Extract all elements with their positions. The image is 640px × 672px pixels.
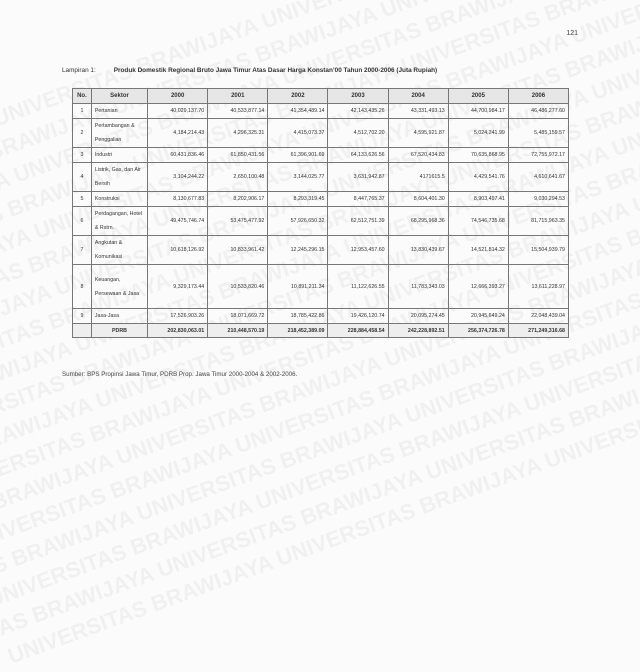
value-cell: 5,485,159.57 <box>508 119 568 148</box>
value-cell: 20,945,649.24 <box>448 309 508 324</box>
value-cell: 4171615.5 <box>388 163 448 192</box>
row-number: 1 <box>73 104 92 119</box>
value-cell: 42,143,435.26 <box>328 104 388 119</box>
source-note: Sumber: BPS Propinsi Jawa Timur, PDRB Prop. Jawa Timur 2000-2004 & 2002-2006. <box>62 371 298 378</box>
value-cell: 14,521,814.32 <box>448 236 508 265</box>
value-cell: 57,926,650.32 <box>268 207 328 236</box>
value-cell: 8,604,401.30 <box>388 192 448 207</box>
value-cell: 4,296,325.31 <box>208 119 268 148</box>
col-header-2000: 2000 <box>148 89 208 104</box>
value-cell: 4,512,702.20 <box>328 119 388 148</box>
col-header-2005: 2005 <box>448 89 508 104</box>
sector-name: Perdagangan, Hotel & Rstrn. <box>91 207 147 236</box>
table-caption <box>62 67 437 74</box>
value-cell: 17,526,903.26 <box>148 309 208 324</box>
value-cell: 8,130,677.83 <box>148 192 208 207</box>
value-cell: 9,329,173.44 <box>148 265 208 309</box>
value-cell: 64,133,626.56 <box>328 148 388 163</box>
value-cell: 81,715,963.35 <box>508 207 568 236</box>
value-cell: 4,184,214.43 <box>148 119 208 148</box>
table-row <box>73 104 569 119</box>
value-cell: 4,415,073.37 <box>268 119 328 148</box>
value-cell: 40,029,137.70 <box>148 104 208 119</box>
value-cell: 68,295,968.36 <box>388 207 448 236</box>
value-cell: 43,331,493.13 <box>388 104 448 119</box>
table-row <box>73 309 569 324</box>
table-header-row <box>73 89 569 104</box>
row-number: 2 <box>73 119 92 148</box>
value-cell: 70,635,868.95 <box>448 148 508 163</box>
value-cell: 61,396,901.69 <box>268 148 328 163</box>
col-header-2004: 2004 <box>388 89 448 104</box>
col-header-2006: 2006 <box>508 89 568 104</box>
value-cell: 12,953,457.60 <box>328 236 388 265</box>
value-cell: 67,520,434.83 <box>388 148 448 163</box>
col-header-sektor: Sektor <box>91 89 147 104</box>
value-cell: 49,475,746.74 <box>148 207 208 236</box>
col-header-2001: 2001 <box>208 89 268 104</box>
value-cell: 13,830,439.67 <box>388 236 448 265</box>
value-cell: 8,903,497.41 <box>448 192 508 207</box>
value-cell: 4,595,921.87 <box>388 119 448 148</box>
value-cell: 4,610,641.67 <box>508 163 568 192</box>
total-cell: 242,228,892.51 <box>388 324 448 338</box>
caption-title: Produk Domestik Regional Bruto Jawa Timur Atas Dasar Harga Konstan’00 Tahun 2000-2006 (Juta Rupiah) <box>113 67 438 74</box>
sector-name: Angkutan & Komunikasi <box>91 236 147 265</box>
sector-name: Listrik, Gas, dan Air Bersih <box>91 163 147 192</box>
table-row <box>73 192 569 207</box>
row-number: 3 <box>73 148 92 163</box>
total-cell: 256,374,726.78 <box>448 324 508 338</box>
total-cell: 218,452,389.09 <box>268 324 328 338</box>
value-cell: 15,504,939.79 <box>508 236 568 265</box>
value-cell: 62,512,751.39 <box>328 207 388 236</box>
col-header-2002: 2002 <box>268 89 328 104</box>
table-row <box>73 207 569 236</box>
sector-name: Pertanian <box>91 104 147 119</box>
value-cell: 10,891,211.34 <box>268 265 328 309</box>
row-number: 5 <box>73 192 92 207</box>
value-cell: 13,611,228.97 <box>508 265 568 309</box>
total-row <box>73 324 569 338</box>
value-cell: 8,202,906.17 <box>208 192 268 207</box>
row-number: 7 <box>73 236 92 265</box>
total-cell: 228,884,458.54 <box>328 324 388 338</box>
row-number: 9 <box>73 309 92 324</box>
sector-name: Keuangan, Persewaan & Jasa <box>91 265 147 309</box>
value-cell: 18,071,669.72 <box>208 309 268 324</box>
value-cell: 11,122,626.55 <box>328 265 388 309</box>
sector-name: Industri <box>91 148 147 163</box>
value-cell: 5,024,241.99 <box>448 119 508 148</box>
value-cell: 40,533,877.14 <box>208 104 268 119</box>
total-cell: 202,830,063.01 <box>148 324 208 338</box>
value-cell: 53,475,477.92 <box>208 207 268 236</box>
sector-name: Konstruksi <box>91 192 147 207</box>
value-cell: 3,631,942.87 <box>328 163 388 192</box>
value-cell: 8,293,319.45 <box>268 192 328 207</box>
sector-name: Jasa-Jasa <box>91 309 147 324</box>
value-cell: 10,533,820.46 <box>208 265 268 309</box>
table-row <box>73 265 569 309</box>
value-cell: 72,755,972.17 <box>508 148 568 163</box>
sector-name: Pertambangan & Penggalian <box>91 119 147 148</box>
total-label: PDRB <box>91 324 147 338</box>
value-cell: 8,447,765.37 <box>328 192 388 207</box>
caption-label: Lampiran 1: <box>62 67 96 74</box>
table-row <box>73 148 569 163</box>
value-cell: 22,048,439.04 <box>508 309 568 324</box>
value-cell: 11,783,343.03 <box>388 265 448 309</box>
page-number: 121 <box>566 30 578 37</box>
value-cell: 3,104,244.22 <box>148 163 208 192</box>
row-number: 8 <box>73 265 92 309</box>
value-cell: 9,030,294.53 <box>508 192 568 207</box>
value-cell: 46,486,277.60 <box>508 104 568 119</box>
value-cell: 12,666,393.27 <box>448 265 508 309</box>
value-cell: 44,700,984.17 <box>448 104 508 119</box>
pdrb-table <box>72 88 569 338</box>
col-header-no: No. <box>73 89 92 104</box>
value-cell: 10,833,961.42 <box>208 236 268 265</box>
value-cell: 19,426,120.74 <box>328 309 388 324</box>
value-cell: 74,546,735.68 <box>448 207 508 236</box>
total-no-cell <box>73 324 92 338</box>
row-number: 6 <box>73 207 92 236</box>
value-cell: 61,850,431.56 <box>208 148 268 163</box>
table-row <box>73 236 569 265</box>
row-number: 4 <box>73 163 92 192</box>
value-cell: 2,650,100.48 <box>208 163 268 192</box>
total-cell: 210,448,570.19 <box>208 324 268 338</box>
value-cell: 41,354,489.14 <box>268 104 328 119</box>
value-cell: 4,429,541.76 <box>448 163 508 192</box>
table-row <box>73 119 569 148</box>
total-cell: 271,249,316.68 <box>508 324 568 338</box>
col-header-2003: 2003 <box>328 89 388 104</box>
value-cell: 18,785,422.86 <box>268 309 328 324</box>
value-cell: 12,245,296.15 <box>268 236 328 265</box>
value-cell: 60,431,836.46 <box>148 148 208 163</box>
value-cell: 3,144,025.77 <box>268 163 328 192</box>
value-cell: 10,618,126.92 <box>148 236 208 265</box>
value-cell: 20,095,274.45 <box>388 309 448 324</box>
table-row <box>73 163 569 192</box>
